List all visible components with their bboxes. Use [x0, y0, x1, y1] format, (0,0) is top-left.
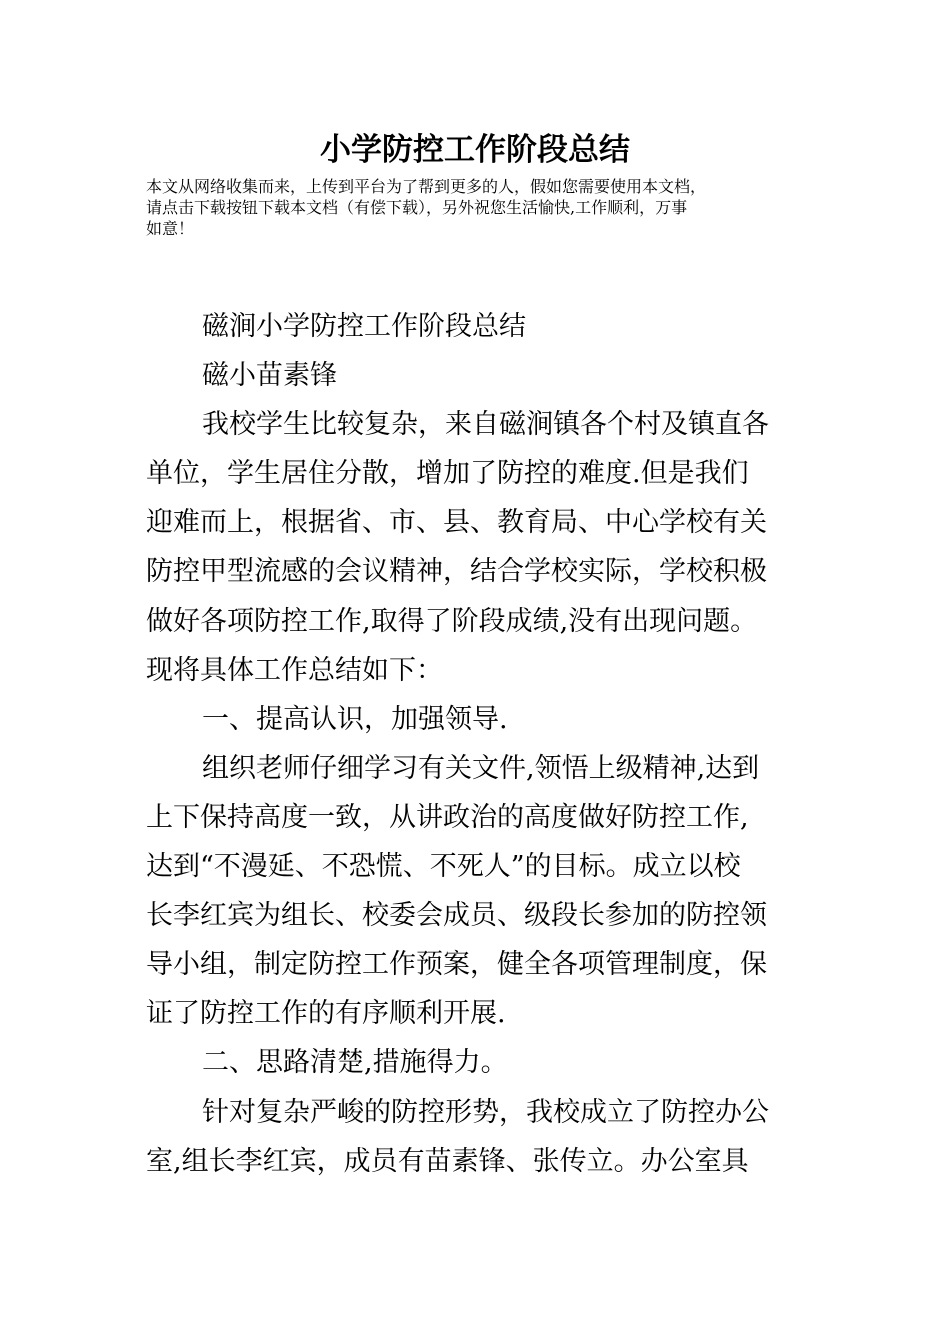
body-line: 磁涧小学防控工作阶段总结 [202, 311, 526, 342]
body-line: 防控甲型流感的会议精神，结合学校实际，学校积极 [146, 556, 767, 588]
body-line: 我校学生比较复杂，来自磁涧镇各个村及镇直各 [202, 409, 769, 441]
body-line: 导小组，制定防控工作预案，健全各项管理制度，保 [146, 949, 767, 981]
intro-line: 本文从网络收集而来，上传到平台为了帮到更多的人，假如您需要使用本文档， [146, 177, 707, 196]
body-line: 达到“不漫延、不恐慌、不死人”的目标。成立以校 [146, 851, 741, 883]
body-line: 组织老师仔细学习有关文件,领悟上级精神,达到 [202, 752, 760, 784]
document-body [146, 302, 816, 1186]
body-line: 长李红宾为组长、校委会成员、级段长参加的防控领 [146, 900, 767, 932]
document-title: 小学防控工作阶段总结 [320, 132, 630, 168]
intro-notice [146, 176, 816, 239]
intro-line: 请点击下载按钮下载本文档（有偿下载），另外祝您生活愉快,工作顺利，万事 [146, 198, 688, 217]
intro-line: 如意！ [146, 219, 195, 238]
body-line: 单位，学生居住分散，增加了防控的难度.但是我们 [146, 458, 749, 490]
body-line: 做好各项防控工作,取得了阶段成绩,没有出现问题。 [146, 605, 758, 637]
body-line: 证了防控工作的有序顺利开展. [146, 998, 506, 1030]
body-line: 迎难而上，根据省、市、县、教育局、中心学校有关 [146, 507, 767, 539]
body-line: 二、思路清楚,措施得力。 [202, 1047, 508, 1079]
body-line: 室,组长李红宾，成员有苗素锋、张传立。办公室具 [146, 1145, 749, 1177]
body-line: 一、提高认识，加强领导. [202, 703, 508, 735]
body-line: 针对复杂严峻的防控形势，我校成立了防控办公 [202, 1096, 769, 1128]
body-line: 上下保持高度一致，从讲政治的高度做好防控工作, [146, 801, 749, 833]
body-line: 磁小苗素锋 [202, 360, 337, 392]
body-line: 现将具体工作总结如下： [146, 654, 443, 686]
